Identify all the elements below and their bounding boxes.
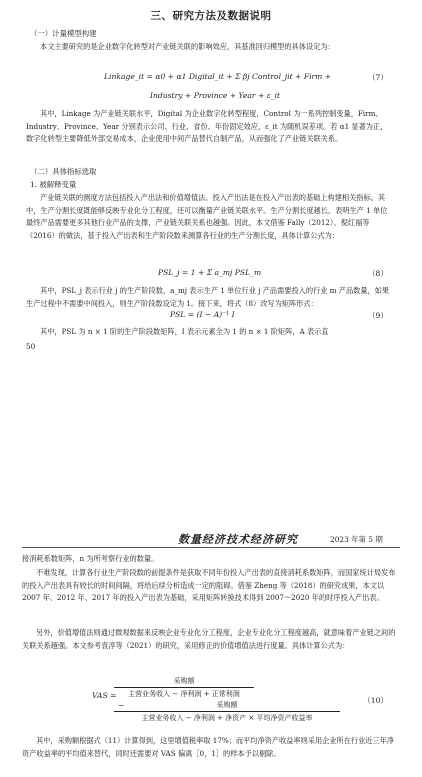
fraction-2-numerator: 采购额: [216, 701, 238, 709]
equation-10-lhs: VAS =: [92, 691, 117, 700]
page-number: 50: [26, 342, 36, 351]
journal-title: 数量经济技术经济研究: [178, 533, 298, 546]
header-rule: [22, 547, 400, 548]
equation-10-fraction-2: [114, 700, 340, 723]
equation-7-line2: Industry + Province + Year + ε_it: [150, 91, 281, 100]
fraction-2-denominator: 主营业务收入 − 净利润 + 净资产 × 平均净资产收益率: [141, 714, 313, 722]
subsection-dependent-variable: 1. 被解释变量: [30, 180, 77, 189]
equation-7-line1: Linkage_it = α0 + α1 Digital_it + Σ βj Control_jit + Firm +: [104, 72, 332, 81]
subsection-model: （一）计量模型构建: [30, 29, 97, 38]
paragraph-io-tables: 不难发现，计算各行业生产阶段数的前提条件是获取不同年份投入产出表的直接消耗系数矩阵，而国家统计局发布的投入产出表具有较长的时间间隔，将给后续分析造成一定的阻碍。借鉴 Zheng 等（2018）的研究成果，本文以 2007 年、2012 年、2017 年的投入产出表为基础，采用矩阵转换技术得到 2007～2020 年的时序投入产出表。: [22, 568, 396, 602]
paragraph-purchase-amount: 其中，采购额根据式（11）计算得到，这里增值税率取 17%；而平均净资产收益率则采用企业所在行业近三年净资产收益率的平均值来替代，同时还需要对 VAS 偏离［0，1］的样本予以剔除。: [22, 736, 395, 758]
equation-10-number: （10）: [363, 696, 388, 705]
page-bottom: [0, 505, 422, 777]
fraction-1-denominator: 主营业务收入 − 净利润 + 正常利润: [128, 690, 240, 698]
equation-10-fraction-1: [114, 676, 254, 699]
page-top: [0, 0, 422, 365]
equation-7-number: （7）: [367, 73, 388, 82]
journal-issue: 2023 年第 5 期: [330, 535, 383, 544]
subsection-indicators: （二）具体指标选取: [30, 167, 97, 176]
equation-10-minus: −: [118, 701, 125, 710]
equation-9-body: PSL = (I − A)⁻¹ I: [170, 310, 235, 319]
paragraph-measurement: 产业链关联的测度方法包括投入产出法和价值增值法。投入产出法是在投入产出表的基础上构建相关指标。其中，生产分割长度既能够反映专业化分工程度，还可以衡量产业链关联水平。生产分割长度越长，表明生产 1 单位最终产品需要更多其他行业产品的支撑，产业链关联关系也越强。因此，本文借鉴 Fally（2012）、倪红福等（2016）的做法，基于投入产出表和生产阶段数来测算各行业的生产分割长度，具体计算公式为：: [26, 193, 388, 240]
paragraph-psl-definition: 其中，PSL_j 表示行业 j 的生产阶段数，a_mj 表示生产 1 单位行业 j 产品需要投入的行业 m 产品数量，如果生产过程中不需要中间投入，则生产阶段数设定为 1。接下来，将式（8）改写为矩阵形式：: [26, 286, 390, 308]
paragraph-variables: 其中，Linkage 为产业链关联水平，Digital 为企业数字化转型程度，Control 为一系列控制变量，Firm、Industry、Province、Year 分别表示公司、行业、省份、年份固定效应，ε_it 为随机误差项。若 α1 显著为正，数字化转型主要降低外部交易成本，企业使用中间产品替代自制产品，从而强化了产业链关联关系。: [26, 109, 388, 143]
fraction-1-numerator: 采购额: [173, 677, 195, 685]
equation-9-number: （9）: [367, 311, 388, 320]
paragraph-value-added: 另外，价值增值法则通过微观数据来反映企业专业化分工程度，企业专业化分工程度越高，就意味着产业链之间的关联关系越强。本文参考袁淳等（2021）的研究，采用修正的价值增值法进行度量。具体计算公式为：: [22, 628, 396, 650]
paragraph-matrix-definition: 其中，PSL 为 n × 1 阶的生产阶段数矩阵，I 表示元素全为 1 的 n × 1 阶矩阵，A 表示直: [40, 327, 329, 336]
section-title: 三、研究方法及数据说明: [150, 10, 272, 22]
paragraph-model-intro: 本文主要研究的是企业数字化转型对产业链关联的影响效应，其基准回归模型的具体设定为：: [40, 42, 335, 51]
equation-8-body: PSL_j = 1 + Σ a_mj PSL_m: [158, 268, 262, 277]
paragraph-matrix-continued: 接消耗系数矩阵，n 为所考察行业的数量。: [22, 554, 159, 563]
page-gap: [0, 365, 422, 505]
equation-8-number: （8）: [367, 269, 388, 278]
